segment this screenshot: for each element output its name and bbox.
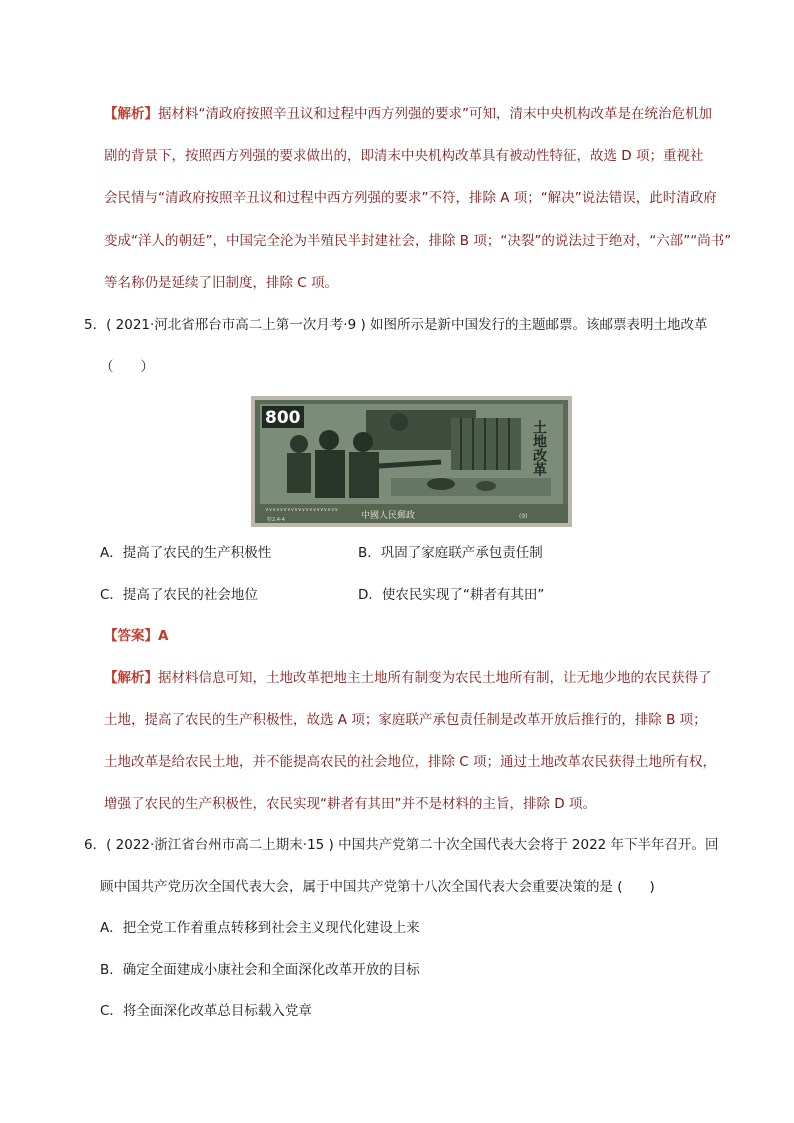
q4-analysis-line-3: 会民情与“清政府按照辛丑议和过程中西方列强的要求”不符，排除 A 项；“解决”说法错误，此时清政府 [104,190,717,206]
q6-option-a[interactable]: A．把全党工作着重点转移到社会主义现代化建设上来 [100,920,420,936]
stamp-value: 800 [265,408,301,428]
stamp-code: 特2.4-4 [267,517,285,523]
q6-stem-line-2: 顾中国共产党历次全国代表大会，属于中国共产党第十八次全国代表大会重要决策的是 ( ) [100,879,655,895]
q5-answer-tag: 【答案】 [104,628,158,644]
q6-option-b[interactable]: B．确定全面建成小康社会和全面深化改革开放的目标 [100,962,420,978]
stamp-bottom-text: 中國人民郵政 [361,511,416,521]
q5-option-c[interactable]: C．提高了农民的社会地位 [100,587,258,603]
q5-analysis-text-1: 据材料信息可知，土地改革把地主土地所有制变为农民土地所有制，让无地少地的农民获得了 [158,670,712,686]
q5-option-b[interactable]: B．巩固了家庭联产承包责任制 [358,545,543,561]
q4-analysis-text-1: 据材料“清政府按照辛丑议和过程中西方列强的要求”可知，清末中央机构改革是在统治危机加 [158,106,712,122]
q5-analysis-line-3: 土地改革是给农民土地，并不能提高农民的社会地位，排除 C 项；通过土地改革农民获得土地所有权， [104,754,717,770]
q4-analysis-tag: 【解析】 [104,106,158,122]
q4-analysis-line-5: 等名称仍是延续了旧制度，排除 C 项。 [104,275,339,291]
q5-option-d[interactable]: D．使农民实现了“耕者有其田” [358,587,545,603]
land-reform-stamp [251,396,572,527]
stamp-index: (9) [519,513,528,520]
stamp-side-text: 土地改革 [531,420,547,476]
q5-answer-value: A [158,628,169,644]
q5-answer [104,628,168,644]
q5-analysis-line-2: 土地，提高了农民的生产积极性，故选 A 项；家庭联产承包责任制是改革开放后推行的，排除 B 项； [104,712,707,728]
q4-analysis-line-2: 剧的背景下，按照西方列强的要求做出的，即清末中央机构改革具有被动性特征，故选 D 项；重视社 [104,148,704,164]
q5-analysis-line-1 [104,670,712,686]
q5-stem-line-1: 5．( 2021·河北省邢台市高二上第一次月考·9 ) 如图所示是新中国发行的主题邮票。该邮票表明土地改革 [84,317,708,333]
q6-option-c[interactable]: C．将全面深化改革总目标载入党章 [100,1003,312,1019]
q5-analysis-line-4: 增强了农民的生产积极性，农民实现“耕者有其田”并不是材料的主旨，排除 D 项。 [104,796,596,812]
q5-option-a[interactable]: A．提高了农民的生产积极性 [100,545,272,561]
q5-analysis-tag: 【解析】 [104,670,158,686]
svg-text:∨∨∨∨∨∨∨∨∨∨∨∨∨∨∨∨∨∨∨∨: ∨∨∨∨∨∨∨∨∨∨∨∨∨∨∨∨∨∨∨∨ [265,507,339,513]
q4-analysis-line-1 [104,106,712,122]
q4-analysis-line-4: 变成“洋人的朝廷”，中国完全沦为半殖民半封建社会，排除 B 项；“决裂”的说法过于绝对，“六部”“尚书” [104,233,732,249]
q6-stem-line-1: 6．( 2022·浙江省台州市高二上期末·15 ) 中国共产党第二十次全国代表大会将于 2022 年下半年召开。回 [84,837,719,853]
q5-stem-line-2: （ ） [100,359,154,375]
